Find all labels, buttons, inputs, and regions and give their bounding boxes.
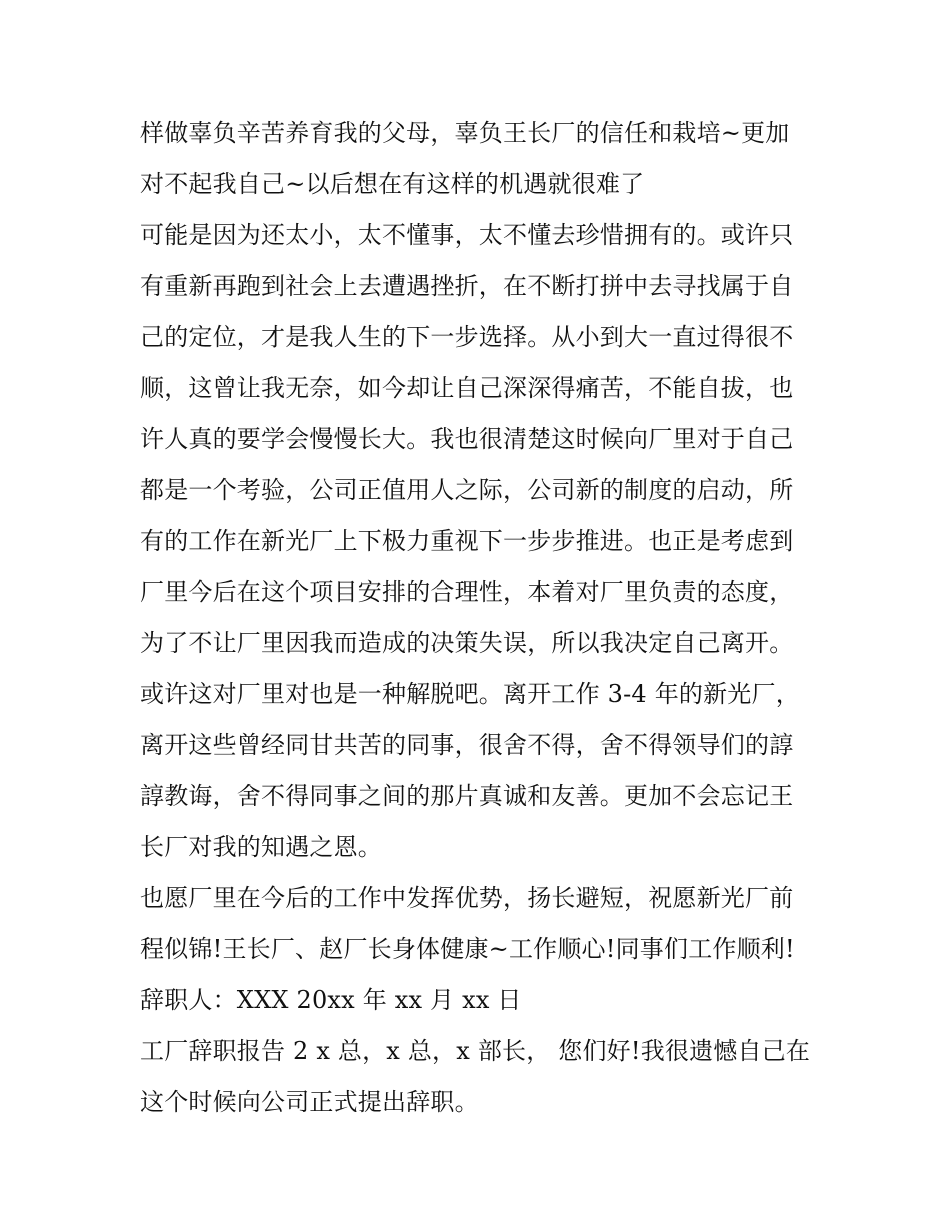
text-line: 这个时候向公司正式提出辞职。: [140, 1088, 479, 1116]
signature-line: 辞职人：XXX 20xx 年 xx 月 xx 日: [140, 986, 522, 1014]
text-line: 厂里今后在这个项目安排的合理性，本着对厂里负责的态度，: [140, 578, 794, 606]
text-line: 长厂对我的知遇之恩。: [140, 833, 382, 861]
text-line: 工厂辞职报告 2 x 总，x 总，x 部长， 您们好!我很遗憾自己在: [140, 1037, 811, 1065]
text-line: 都是一个考验，公司正值用人之际，公司新的制度的启动，所: [140, 476, 794, 504]
text-line: 为了不让厂里因我而造成的决策失误，所以我决定自己离开。: [140, 629, 794, 657]
document-body: [140, 108, 820, 1128]
text-line: 许人真的要学会慢慢长大。我也很清楚这时候向厂里对于自己: [140, 425, 794, 453]
text-line: 样做辜负辛苦养育我的父母，辜负王长厂的信任和栽培~更加: [140, 119, 790, 147]
text-line: 离开这些曾经同甘共苦的同事，很舍不得，舍不得领导们的諄: [140, 731, 794, 759]
text-line: 諄教诲，舍不得同事之间的那片真诚和友善。更加不会忘记王: [140, 782, 794, 810]
text-line: 可能是因为还太小，太不懂事，太不懂去珍惜拥有的。或许只: [140, 221, 794, 249]
text-line: 顺，这曾让我无奈，如今却让自己深深得痛苦，不能自拔，也: [140, 374, 794, 402]
text-line: 程似锦!王长厂、赵厂长身体健康~工作顺心!同事们工作顺利!: [140, 935, 795, 963]
text-line: 对不起我自己~以后想在有这样的机遇就很难了: [140, 170, 645, 198]
text-line: 也愿厂里在今后的工作中发挥优势，扬长避短，祝愿新光厂前: [140, 884, 794, 912]
text-line: 或许这对厂里对也是一种解脱吧。离开工作 3-4 年的新光厂，: [140, 680, 800, 708]
text-line: 己的定位，才是我人生的下一步选择。从小到大一直过得很不: [140, 323, 794, 351]
text-line: 有重新再跑到社会上去遭遇挫折，在不断打拼中去寻找属于自: [140, 272, 794, 300]
text-line: 有的工作在新光厂上下极力重视下一步步推进。也正是考虑到: [140, 527, 794, 555]
